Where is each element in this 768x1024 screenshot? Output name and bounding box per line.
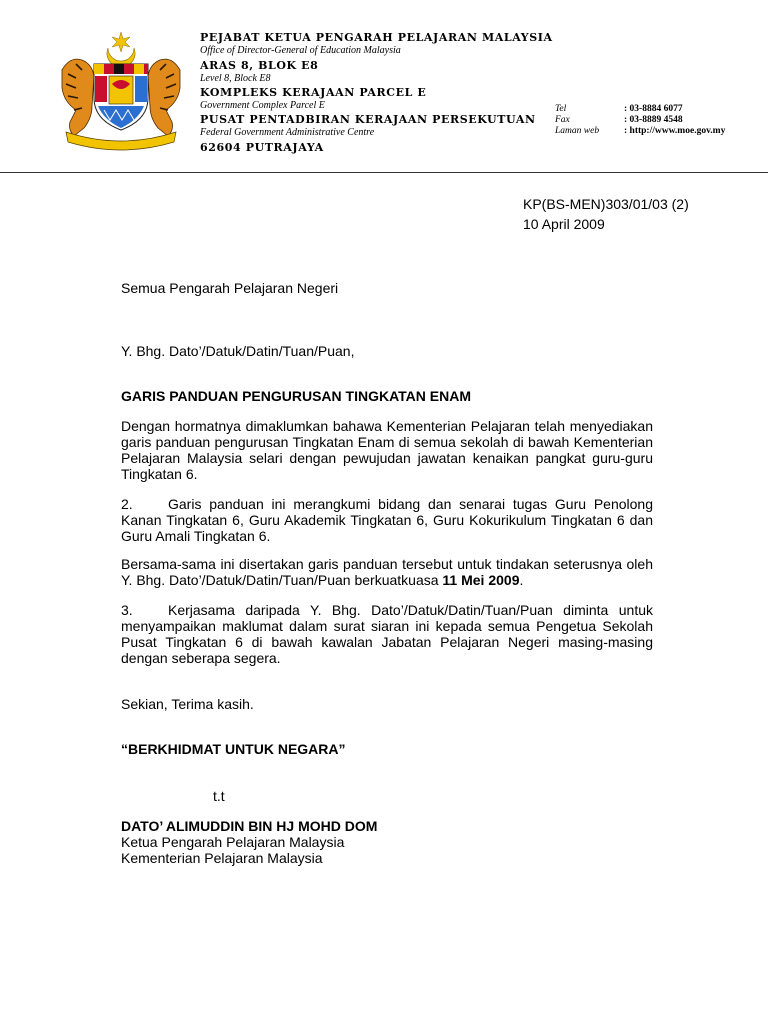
signatory-organisation: Kementerian Pelajaran Malaysia [121,850,323,866]
signatory-title: Ketua Pengarah Pelajaran Malaysia [121,834,345,850]
web-link[interactable]: : http://www.moe.gov.my [624,126,726,136]
letterhead-line-3-en: Government Complex Parcel E [200,100,325,111]
subject-heading: GARIS PANDUAN PENGURUSAN TINGKATAN ENAM [121,388,471,404]
paragraph-2-number: 2. [121,496,133,512]
letterhead-divider [0,172,768,173]
letterhead-line-1-en: Office of Director-General of Education Malaysia [200,45,401,56]
letterhead-line-4-en: Federal Government Administrative Centre [200,127,375,138]
web-label: Laman web [555,126,600,136]
letterhead-line-1: PEJABAT KETUA PENGARAH PELAJARAN MALAYSIA [200,31,553,44]
fax-value: : 03-8889 4548 [624,115,683,125]
motto: “BERKHIDMAT UNTUK NEGARA” [121,741,346,757]
letterhead-line-4: PUSAT PENTADBIRAN KERAJAAN PERSEKUTUAN [200,113,536,126]
letterhead-line-3: KOMPLEKS KERAJAAN PARCEL E [200,86,427,99]
paragraph-3-text: Kerjasama daripada Y. Bhg. Dato’/Datuk/Datin/Tuan/Puan diminta untuk menyampaikan maklumat dalam surat siaran ini kepada semua Pengetua Sekolah Pusat Tingkatan 6 di bawah kawalan Jabatan Pelajaran Negeri masing-masing dengan seberapa segera. [121,602,653,666]
paragraph-2-text: Garis panduan ini merangkumi bidang dan senarai tugas Guru Penolong Kanan Tingkatan 6, Guru Akademik Tingkatan 6, Guru Kokurikulum Tingkatan 6 dan Guru Amali Tingkatan 6. [121,496,653,544]
paragraph-3-number: 3. [121,602,133,618]
signature-mark: t.t [213,788,225,804]
tel-label: Tel [555,104,567,114]
letterhead-line-5: 62604 PUTRAJAYA [200,141,324,154]
paragraph-1: Dengan hormatnya dimaklumkan bahawa Kementerian Pelajaran telah menyediakan garis panduan pengurusan Tingkatan Enam di semua sekolah di bawah Kementerian Pelajaran Malaysia selari dengan pewujudan jawatan kenaikan pangkat guru-guru Tingkatan 6. [121,418,653,482]
letter-date: 10 April 2009 [523,216,605,232]
paragraph-2b-end: . [519,572,524,588]
reference-number: KP(BS-MEN)303/01/03 (2) [523,196,689,212]
coat-of-arms-logo [52,30,190,154]
paragraph-2b-text: Bersama-sama ini disertakan garis panduan tersebut untuk tindakan seterusnya oleh Y. Bhg. Dato’/Datuk/Datin/Tuan/Puan berkuatkuasa [121,556,653,588]
salutation: Y. Bhg. Dato’/Datuk/Datin/Tuan/Puan, [121,343,355,359]
letterhead-line-2-en: Level 8, Block E8 [200,73,271,84]
tel-value: : 03-8884 6077 [624,104,683,114]
effective-date: 11 Mei 2009 [442,572,520,588]
paragraph-2b [121,556,653,588]
paragraph-3 [121,602,653,666]
letterhead-line-2: ARAS 8, BLOK E8 [200,59,319,72]
fax-label: Fax [555,115,570,125]
paragraph-2 [121,496,653,544]
signatory-name: DATO’ ALIMUDDIN BIN HJ MOHD DOM [121,818,378,834]
recipient: Semua Pengarah Pelajaran Negeri [121,280,339,296]
closing: Sekian, Terima kasih. [121,696,254,712]
